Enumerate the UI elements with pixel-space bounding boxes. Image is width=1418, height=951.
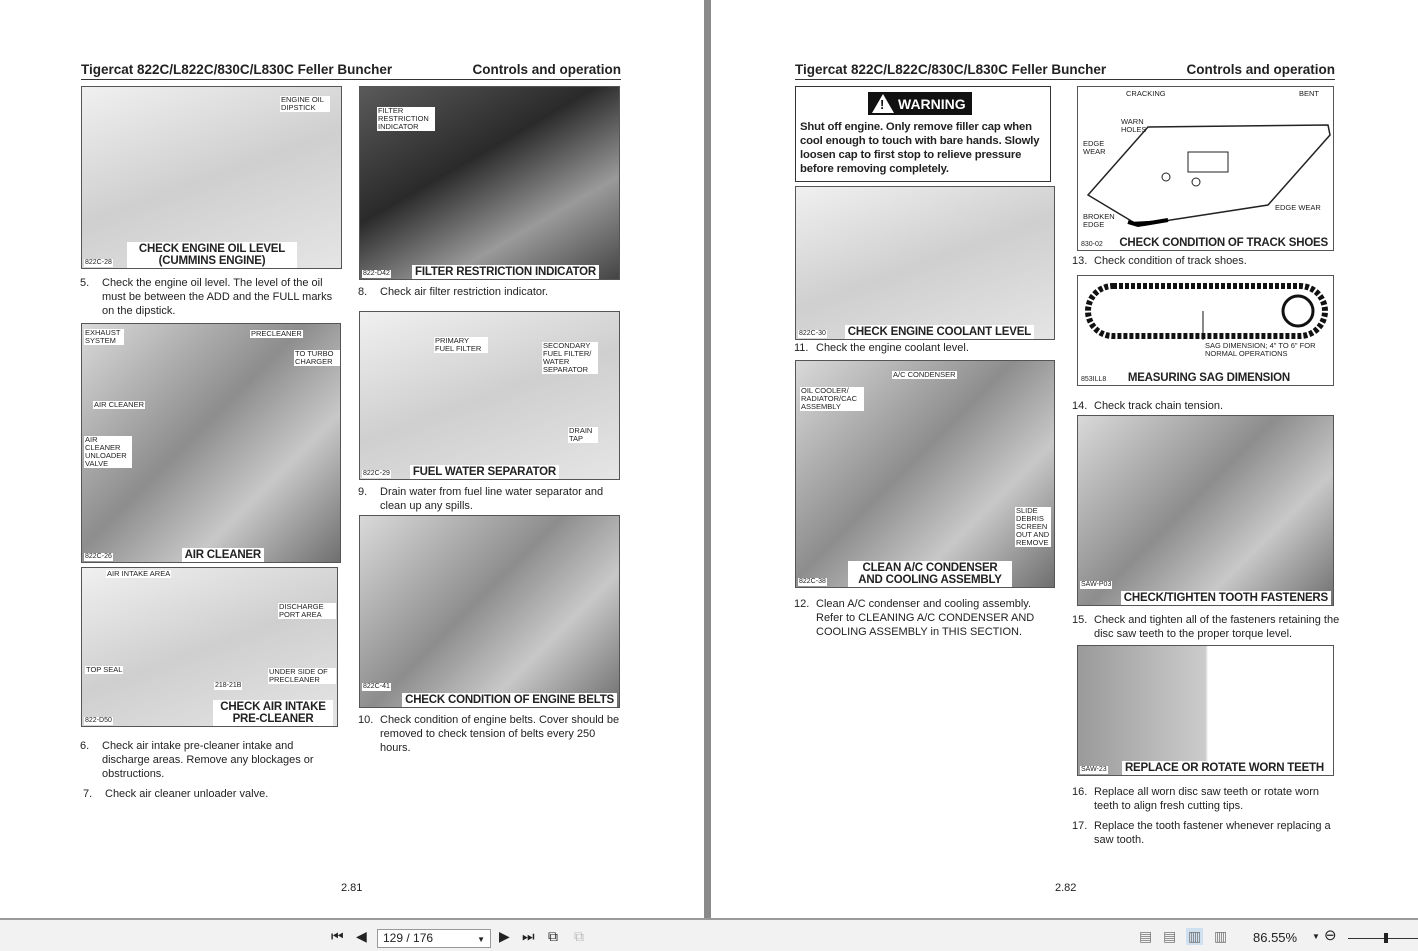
page-number: 2.81 bbox=[341, 882, 363, 894]
figure-code: 830-02 bbox=[1081, 241, 1103, 248]
step-number: 10. bbox=[358, 714, 374, 726]
first-page-icon[interactable]: ⏮ bbox=[331, 928, 344, 944]
step-12 bbox=[794, 597, 1056, 639]
step-8 bbox=[358, 285, 620, 299]
step-16 bbox=[1072, 785, 1344, 813]
figure-caption: REPLACE OR ROTATE WORN TEETH bbox=[1122, 761, 1327, 775]
callout: ENGINE OIL DIPSTICK bbox=[280, 96, 330, 112]
figure-caption: CHECK ENGINE COOLANT LEVEL bbox=[845, 325, 1034, 339]
step-6 bbox=[80, 739, 342, 781]
step-5 bbox=[80, 276, 342, 318]
figure-caption: FUEL WATER SEPARATOR bbox=[410, 465, 559, 479]
figure-worn-teeth bbox=[1077, 645, 1334, 776]
callout: PRIMARY FUEL FILTER bbox=[434, 337, 488, 353]
callout: AIR CLEANER UNLOADER VALVE bbox=[84, 436, 132, 468]
next-view-icon[interactable]: ⧉ bbox=[574, 928, 584, 944]
callout: DISCHARGE PORT AREA bbox=[278, 603, 336, 619]
figure-code: 822C-30 bbox=[799, 330, 826, 337]
step-text: WARNING bbox=[898, 95, 966, 112]
step-number: 11. bbox=[794, 342, 809, 354]
step-text: Replace all worn disc saw teeth or rotate worn teeth to align fresh cutting tips. bbox=[1094, 786, 1319, 812]
step-number: 7. bbox=[83, 788, 93, 800]
callout: FILTER RESTRICTION INDICATOR bbox=[377, 107, 435, 131]
callout: BENT bbox=[1299, 89, 1320, 98]
figure-sag bbox=[1077, 275, 1334, 386]
page-input-value: 129 / 176 bbox=[383, 931, 434, 945]
step-text: Check air cleaner unloader valve. bbox=[105, 788, 269, 800]
page-number-input[interactable] bbox=[377, 929, 491, 948]
step-text: Check condition of engine belts. Cover should be removed to check tension of belts every 250 hours. bbox=[380, 714, 620, 754]
figure-code: 822C-26 bbox=[85, 553, 112, 560]
figure-caption: MEASURING SAG DIMENSION bbox=[1127, 372, 1290, 384]
step-number: 5. bbox=[80, 277, 90, 289]
step-number: 8. bbox=[358, 286, 368, 298]
figure-code: 822C-38 bbox=[799, 578, 826, 585]
step-17 bbox=[1072, 819, 1344, 847]
zoom-out-icon[interactable]: ⊖ bbox=[1324, 927, 1337, 944]
header-section: Controls and operation bbox=[472, 62, 621, 77]
warning-icon bbox=[872, 94, 894, 113]
page-header bbox=[81, 62, 621, 80]
step-13 bbox=[1072, 254, 1344, 268]
figure-code: 853ILL8 bbox=[1081, 376, 1107, 383]
figure-code: SAW-P03 bbox=[1081, 581, 1112, 588]
callout: AIR CLEANER bbox=[94, 400, 145, 409]
zoom-slider-thumb[interactable] bbox=[1384, 933, 1388, 943]
callout: TOP SEAL bbox=[86, 665, 123, 674]
figure-caption: FILTER RESTRICTION INDICATOR bbox=[412, 265, 599, 279]
step-7 bbox=[83, 787, 345, 801]
viewer-toolbar bbox=[0, 918, 1418, 951]
callout: UNDER SIDE OF PRECLEANER bbox=[268, 668, 336, 684]
page-header bbox=[795, 62, 1335, 80]
step-10 bbox=[358, 713, 620, 755]
step-number: 17. bbox=[1072, 820, 1088, 832]
zoom-level[interactable]: 86.55% bbox=[1253, 930, 1298, 945]
callout: SAG DIMENSION; 4" TO 6" FOR NORMAL OPERATIONS bbox=[1205, 341, 1316, 358]
previous-page-icon[interactable]: ◀ bbox=[356, 928, 367, 944]
next-page-icon[interactable]: ▶ bbox=[499, 928, 510, 944]
single-page-view-icon[interactable]: ▤ bbox=[1139, 928, 1153, 944]
figure-code: 822C-41 bbox=[363, 683, 390, 690]
step-text: Check air intake pre-cleaner intake and discharge areas. Remove any blockages or obstructions. bbox=[102, 740, 314, 780]
figure-caption: AIR CLEANER bbox=[182, 548, 264, 562]
figure-code: 822-D42 bbox=[363, 270, 390, 277]
callout: SECONDARY FUEL FILTER/ WATER SEPARATOR bbox=[542, 342, 598, 374]
step-text: Check track chain tension. bbox=[1094, 400, 1224, 412]
figure-code: 822C-29 bbox=[363, 470, 390, 477]
callout: TO TURBO CHARGER bbox=[294, 350, 340, 366]
warning-text: Shut off engine. Only remove filler cap when cool enough to touch with bare hands. Slowly loosen cap to first stop to relieve pressure before removing completely. bbox=[800, 121, 1040, 175]
step-number: 15. bbox=[1072, 614, 1088, 626]
figure-caption: CHECK ENGINE OIL LEVEL (CUMMINS ENGINE) bbox=[127, 242, 297, 268]
step-14 bbox=[1072, 399, 1344, 413]
figure-code: SAW-23 bbox=[1081, 766, 1107, 773]
callout: A/C CONDENSER bbox=[893, 370, 956, 379]
figure-air-cleaner bbox=[81, 323, 341, 563]
figure-engine-oil bbox=[81, 86, 342, 269]
callout: SLIDE DEBRIS SCREEN OUT AND REMOVE bbox=[1016, 506, 1050, 547]
step-text: Check the engine coolant level. bbox=[816, 342, 969, 354]
figure-tooth-fasteners bbox=[1077, 415, 1334, 606]
step-number: 9. bbox=[358, 486, 368, 498]
two-page-view-icon[interactable]: ▥ bbox=[1188, 928, 1202, 944]
zoom-slider[interactable] bbox=[1348, 938, 1418, 939]
step-number: 16. bbox=[1072, 786, 1088, 798]
step-15 bbox=[1072, 613, 1344, 641]
figure-air-intake bbox=[81, 567, 338, 727]
callout: PRECLEANER bbox=[251, 329, 302, 338]
callout: OIL COOLER/ RADIATOR/CAC ASSEMBLY bbox=[800, 387, 864, 411]
figure-caption: CHECK/TIGHTEN TOOTH FASTENERS bbox=[1121, 591, 1331, 605]
two-page-continuous-icon[interactable]: ▥ bbox=[1214, 928, 1228, 944]
step-text: Clean A/C condenser and cooling assembly. Refer to CLEANING A/C CONDENSER AND COOLING ASSEMBLY in THIS SECTION. bbox=[816, 598, 1035, 638]
left-page bbox=[0, 0, 704, 918]
chevron-down-icon[interactable]: ▼ bbox=[477, 935, 485, 944]
right-page bbox=[711, 0, 1418, 918]
figure-filter-restriction bbox=[359, 86, 620, 280]
step-text: Replace the tooth fastener whenever replacing a saw tooth. bbox=[1094, 820, 1331, 846]
step-text: Check condition of track shoes. bbox=[1094, 255, 1247, 267]
previous-view-icon[interactable]: ⧉ bbox=[548, 928, 558, 944]
step-text: Drain water from fuel line water separator and clean up any spills. bbox=[380, 486, 604, 512]
callout: EDGE WEAR bbox=[1275, 203, 1321, 212]
page-number: 2.82 bbox=[1055, 882, 1077, 894]
step-number: 13. bbox=[1072, 255, 1088, 267]
header-title: Tigercat 822C/L822C/830C/L830C Feller Buncher bbox=[81, 62, 393, 77]
figure-code: 218-21B bbox=[215, 682, 242, 689]
figure-caption: CHECK CONDITION OF ENGINE BELTS bbox=[402, 693, 617, 707]
zoom-dropdown-icon[interactable]: ▼ bbox=[1312, 932, 1320, 941]
callout: CRACKING bbox=[1126, 89, 1166, 98]
step-text: Check the engine oil level. The level of the oil must be between the ADD and the FULL marks on the dipstick. bbox=[102, 277, 333, 317]
figure-caption: CHECK AIR INTAKE PRE-CLEANER bbox=[213, 700, 333, 726]
figure-code: 822C-28 bbox=[85, 259, 112, 266]
figure-fuel-water-separator bbox=[359, 311, 620, 480]
last-page-icon[interactable]: ⏭ bbox=[522, 928, 535, 944]
figure-code: 822-D50 bbox=[85, 717, 112, 724]
figure-caption: CHECK CONDITION OF TRACK SHOES bbox=[1116, 236, 1331, 250]
warning-box bbox=[795, 86, 1051, 182]
warning-label bbox=[868, 92, 972, 115]
figure-coolant bbox=[795, 186, 1055, 340]
callout: AIR INTAKE AREA bbox=[107, 569, 171, 578]
step-number: 12. bbox=[794, 598, 810, 610]
step-number: 14. bbox=[1072, 400, 1088, 412]
step-11 bbox=[794, 341, 1056, 355]
callout: EXHAUST SYSTEM bbox=[84, 329, 124, 345]
callout: DRAIN TAP bbox=[568, 427, 598, 443]
header-title: Tigercat 822C/L822C/830C/L830C Feller Buncher bbox=[795, 62, 1107, 77]
callout: BROKEN EDGE bbox=[1083, 212, 1115, 229]
continuous-view-icon[interactable]: ▤ bbox=[1163, 928, 1177, 944]
header-section: Controls and operation bbox=[1186, 62, 1335, 77]
step-text: Check and tighten all of the fasteners retaining the disc saw teeth to the proper torque level. bbox=[1094, 614, 1340, 640]
figure-engine-belts bbox=[359, 515, 620, 708]
figure-caption: CLEAN A/C CONDENSER AND COOLING ASSEMBLY bbox=[848, 561, 1012, 587]
step-text: Check air filter restriction indicator. bbox=[380, 286, 549, 298]
track-chain-drawing bbox=[1078, 276, 1334, 386]
step-9 bbox=[358, 485, 620, 513]
step-number: 6. bbox=[80, 740, 90, 752]
callout: WARN HOLES bbox=[1121, 117, 1147, 134]
figure-track-shoes bbox=[1077, 86, 1334, 251]
figure-condenser bbox=[795, 360, 1055, 588]
callout: EDGE WEAR bbox=[1083, 139, 1106, 156]
